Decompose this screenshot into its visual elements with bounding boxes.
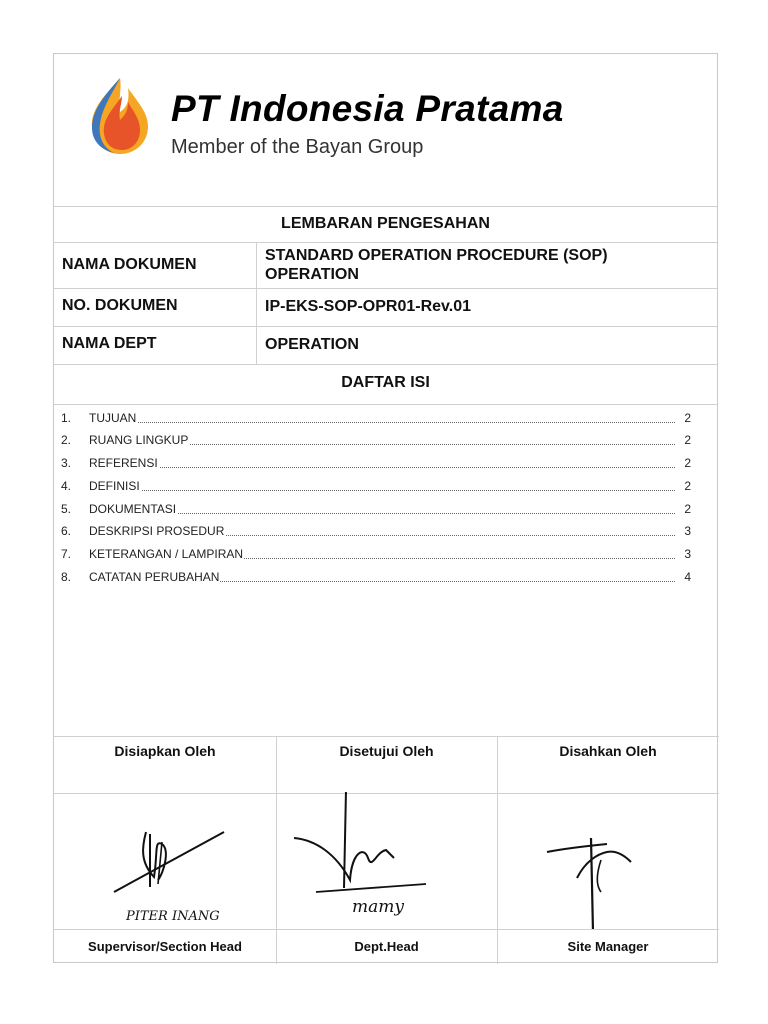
signature-table [54,736,717,964]
toc-item-title: RUANG LINGKUP [89,433,189,447]
signature-area [276,792,497,930]
handwritten-signature-icon [54,792,276,930]
toc-item-title: TUJUAN [89,411,137,425]
field-value: IP-EKS-SOP-OPR01-Rev.01 [265,298,471,315]
column-divider [276,736,277,964]
toc-item-page: 2 [684,411,691,425]
toc-item[interactable] [61,570,691,588]
signature-column-authorized [497,736,719,964]
toc-item[interactable] [61,502,691,520]
signature-role: Dept.Head [354,939,419,954]
toc-title: DAFTAR ISI [341,374,430,391]
toc-item-title: DESKRIPSI PROSEDUR [89,524,225,538]
document-page [53,53,718,963]
toc-item-number: 3. [61,456,72,470]
toc-item-page: 3 [684,524,691,538]
toc-item-number: 8. [61,570,72,584]
toc-item-number: 7. [61,547,72,561]
field-row-no-dokumen [54,288,717,326]
handwritten-signature-icon [497,792,719,930]
toc-item-page: 2 [684,479,691,493]
toc-item-page: 4 [684,570,691,584]
field-value-line2: OPERATION [265,266,359,283]
toc-item-number: 1. [61,411,72,425]
toc-item-title: REFERENSI [89,456,158,470]
signature-area [54,792,276,930]
company-logo-icon [84,76,156,156]
signature-area [497,792,719,930]
toc-item-title: DEFINISI [89,479,140,493]
field-row-nama-dept [54,326,717,364]
field-label: NO. DOKUMEN [62,297,178,314]
field-row-nama-dokumen [54,242,717,288]
field-label: NAMA DEPT [62,335,157,352]
toc-title-row [54,364,717,404]
signature-header: Disiapkan Oleh [114,743,216,759]
toc-item[interactable] [61,433,691,451]
company-header [54,54,717,206]
toc-leader-dots [89,422,675,423]
toc-item[interactable] [61,456,691,474]
toc-item-number: 2. [61,433,72,447]
field-label: NAMA DOKUMEN [62,256,197,273]
toc-item-number: 5. [61,502,72,516]
company-name: PT Indonesia Pratama [171,88,564,129]
signature-role: Supervisor/Section Head [88,939,242,954]
toc-item-number: 6. [61,524,72,538]
toc-leader-dots [89,467,675,468]
signature-role: Site Manager [567,939,649,954]
table-of-contents [54,404,717,737]
toc-item-title: CATATAN PERUBAHAN [89,570,220,584]
toc-item[interactable] [61,411,691,429]
toc-item[interactable] [61,524,691,542]
approval-title-row [54,206,717,242]
toc-item-title: DOKUMENTASI [89,502,177,516]
signature-column-approved [276,736,497,964]
handwritten-name: mamy [352,897,404,917]
toc-item-page: 2 [684,502,691,516]
company-subtitle: Member of the Bayan Group [171,136,424,158]
toc-item[interactable] [61,547,691,565]
column-divider [497,736,498,964]
toc-item-number: 4. [61,479,72,493]
field-value: OPERATION [265,336,359,353]
toc-item-page: 2 [684,456,691,470]
toc-leader-dots [89,490,675,491]
toc-item-title: KETERANGAN / LAMPIRAN [89,547,244,561]
handwritten-signature-icon [276,792,497,930]
signature-header: Disahkan Oleh [559,743,657,759]
signature-header: Disetujui Oleh [339,743,434,759]
toc-item[interactable] [61,479,691,497]
signature-column-prepared [54,736,276,964]
toc-item-page: 2 [684,433,691,447]
toc-item-page: 3 [684,547,691,561]
field-value: STANDARD OPERATION PROCEDURE (SOP) [265,247,608,264]
approval-title: LEMBARAN PENGESAHAN [281,215,490,232]
handwritten-name: PITER INANG [126,909,220,924]
